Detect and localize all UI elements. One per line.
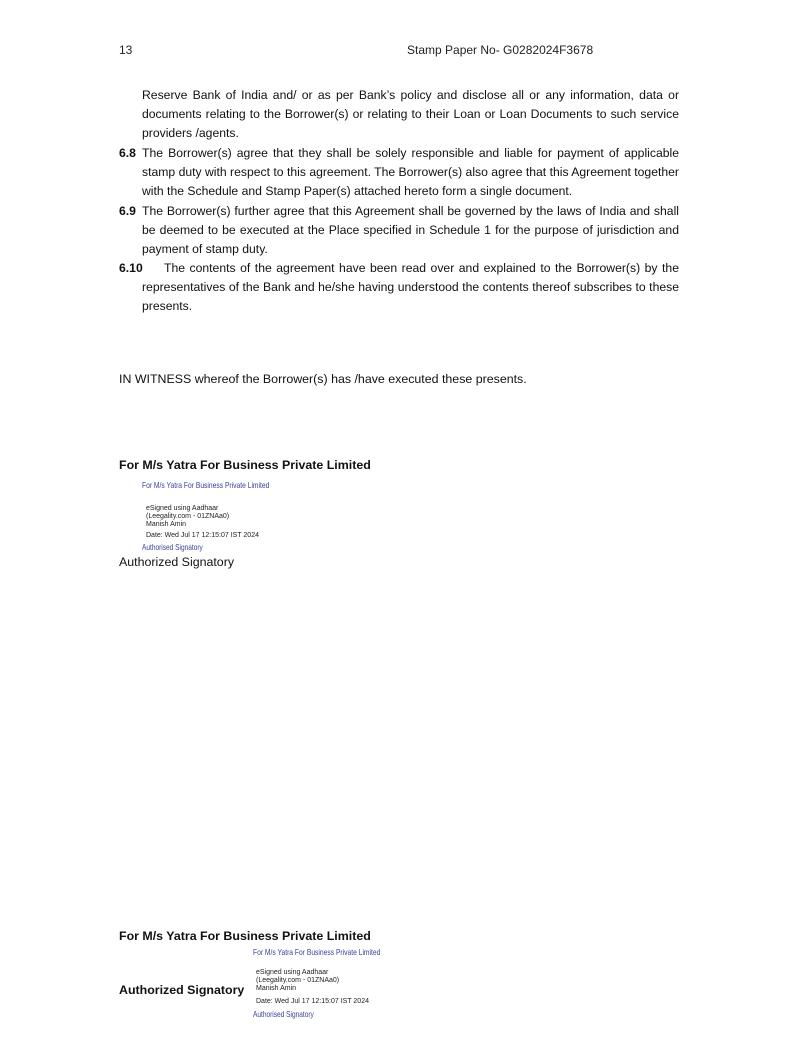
signature-stamp-company-1: For M/s Yatra For Business Private Limited (142, 481, 270, 490)
clause-6-10-text: The contents of the agreement have been read over and explained to the Borrower(s) by the representatives of the Bank and he/she having understood the contents thereof subscribes to these presents. (142, 261, 679, 313)
esign-details-1 (146, 505, 229, 529)
page-number: 13 (119, 43, 133, 57)
clause-6-9-text: The Borrower(s) further agree that this Agreement shall be governed by the laws of India and shall be deemed to be executed at the Place specified in Schedule 1 for the purpose of jurisdiction and payment of stamp duty. (142, 204, 679, 256)
stamp-paper-number: Stamp Paper No- G0282024F3678 (407, 43, 594, 57)
authorized-signatory-label-1: Authorized Signatory (119, 555, 235, 569)
esign-method-1: eSigned using Aadhaar (146, 505, 219, 512)
clause-6-8-text: The Borrower(s) agree that they shall be solely responsible and liable for payment of applicable stamp duty with respect to this agreement. The Borrower(s) also agree that this Agreement together with the Schedule and Stamp Paper(s) attached hereto form a single document. (142, 146, 679, 198)
esign-date-2: Date: Wed Jul 17 12:15:07 IST 2024 (256, 998, 369, 1005)
signature-stamp-role-1: Authorised Signatory (142, 543, 203, 552)
company-heading-1: For M/s Yatra For Business Private Limited (119, 458, 371, 472)
witness-statement: IN WITNESS whereof the Borrower(s) has /have executed these presents. (119, 372, 527, 386)
signature-stamp-company-2: For M/s Yatra For Business Private Limited (253, 948, 381, 957)
esign-reference-2: (Leegality.com - 01ZNAa0) (256, 977, 340, 984)
esign-details-2 (256, 969, 339, 993)
esign-date-1: Date: Wed Jul 17 12:15:07 IST 2024 (146, 532, 259, 539)
clause-6-8-number: 6.8 (119, 146, 136, 160)
esign-signer-2: Manish Amin (256, 985, 297, 992)
signature-stamp-role-2: Authorised Signatory (253, 1010, 314, 1019)
esign-reference-1: (Leegality.com - 01ZNAa0) (146, 513, 230, 520)
clause-intro-text: Reserve Bank of India and/ or as per Bank’s policy and disclose all or any information, data or documents relating to the Borrower(s) or relating to their Loan or Loan Documents to such service providers /agents. (142, 88, 679, 140)
esign-method-2: eSigned using Aadhaar (256, 969, 329, 976)
authorized-signatory-label-2: Authorized Signatory (119, 983, 245, 997)
esign-signer-1: Manish Amin (146, 521, 187, 528)
clause-6-9-number: 6.9 (119, 204, 136, 218)
company-heading-2: For M/s Yatra For Business Private Limited (119, 929, 371, 943)
clause-6-10-number: 6.10 (119, 261, 143, 275)
